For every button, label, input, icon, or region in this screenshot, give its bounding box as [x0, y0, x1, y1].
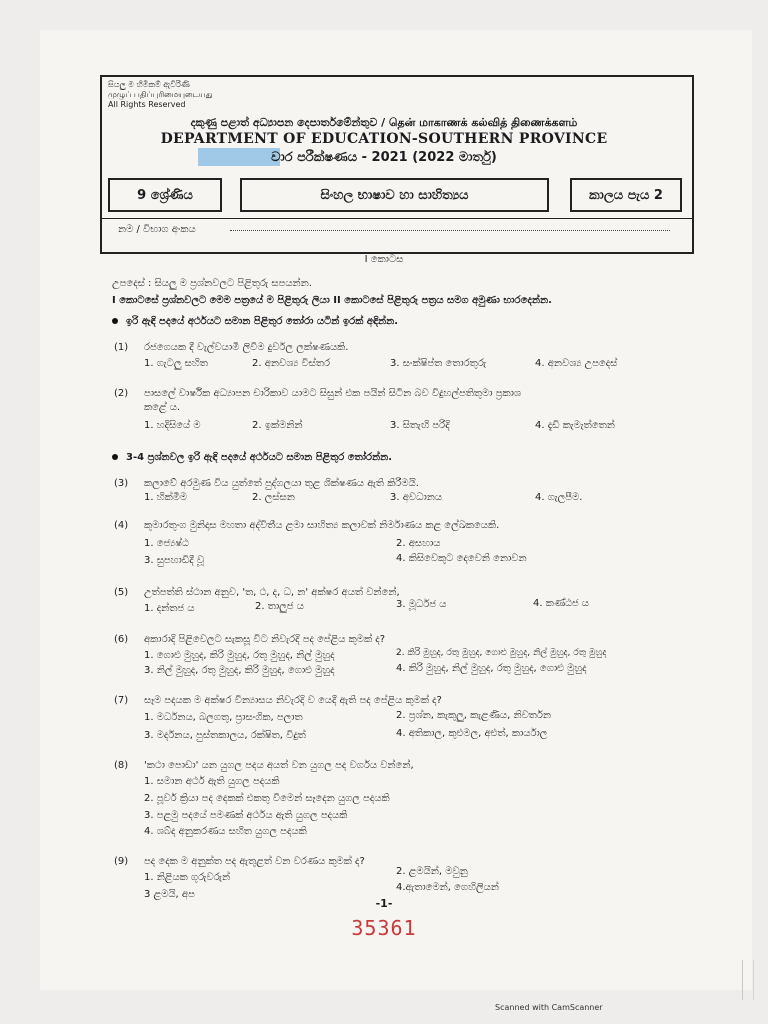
part-title: I කොටස — [364, 254, 404, 265]
q4-option-3: 3. සුපහාඩිදී වූ — [144, 555, 205, 566]
question-text-continued: කළේ ය. — [144, 402, 181, 413]
grade-cell — [108, 178, 222, 212]
question-number: (9) — [114, 856, 129, 867]
name-row-divider — [100, 218, 694, 219]
rights-english: All Rights Reserved — [108, 100, 186, 109]
rights-sinhala: සියලු ම හිමිකම් ඇවිරිණි — [108, 80, 190, 89]
q5-option-4: 4. කණ්ඨජ ය — [533, 598, 589, 609]
bullet-icon — [112, 454, 118, 460]
section-text: ඉරි ඇඳි පදයේ අර්ථයට සමාන පිළිතුර තෝරා යටින් ඉරක් අඳින්න. — [126, 316, 399, 327]
q7-option-1: 1. මර්ධනය, බලගතු, ප්‍රාසංගික, පලාත — [144, 712, 303, 723]
department-english-name: DEPARTMENT OF EDUCATION-SOUTHERN PROVINCE — [160, 131, 608, 147]
question-number: (1) — [114, 342, 129, 353]
page-edge — [742, 960, 754, 1000]
q2-option-4: 4. දැඩි කැමැත්තෙන් — [535, 420, 615, 431]
section-text: 3-4 ප්‍රශ්නවල ඉරි ඇඳි පදයේ අර්ථයට සමාන පිළිතුර තෝරන්න. — [126, 452, 393, 463]
q1-option-2: 2. අනවශ්‍ය විස්තර — [252, 358, 331, 369]
question-text: 'කථා පොඩා' යන යුගල පදය අයත් වන යුගල පද වර්ගය වන්නේ, — [144, 760, 414, 771]
question-text: කුමාරතුංග මුනිදාස මහතා අද්විතීය ළමා සාහිත්‍ය කලාවක් නිර්මාණය කළ ලේඛකයෙකි. — [144, 520, 500, 531]
q6-option-4: 4. කිරි මුහුද, නිල් මුහුද, රතු මුහුද, ගොළු මුහුද — [396, 663, 587, 674]
question-text: අකාරාදි පිළිවෙලට සැකසූ විට නිවැරදි පද පේළිය කුමක් ද? — [144, 634, 386, 645]
bullet-icon — [112, 318, 118, 324]
section-instruction-1 — [112, 316, 398, 327]
exam-term: වාර පරීක්ෂණය - 2021 (2022 මාර්තු) — [271, 150, 497, 165]
q3-option-1: 1. හික්මීම — [144, 492, 188, 503]
time-label: කාලය පැය 2 — [589, 187, 663, 203]
question-number: (7) — [114, 695, 129, 706]
q5-option-1: 1. දන්තජ ය — [144, 603, 195, 614]
q7-option-2: 2. ප්‍රශ්න, කැකුලු, කැළණිය, නිවර්තන — [396, 710, 552, 721]
q4-option-1: 1. ජ්‍යෙෂ්ඨ — [144, 538, 189, 549]
q1-option-1: 1. ගැටලු සහිත — [144, 358, 208, 369]
scanner-watermark: Scanned with CamScanner — [495, 1003, 603, 1012]
question-number: (2) — [114, 388, 129, 399]
grade-label: 9 ශ්‍රේණිය — [137, 187, 193, 203]
q6-option-2: 2. කිරි මුහුද, රතු මුහුද, ගොළු මුහුද, නිල් මුහුද, රතු මුහුද — [396, 648, 607, 658]
q1-option-4: 4. අනවශ්‍ය උපදෙස් — [535, 358, 618, 369]
q8-option-2: 2. පූර්ව ක්‍රියා පද දෙකක් එකතු වීමෙන් සෑදෙන යුගල පදයකි — [144, 793, 390, 804]
q5-option-2: 2. තාලුජ ය — [255, 601, 304, 612]
q2-option-1: 1. හදිසියේ ම — [144, 420, 201, 431]
instruction-line-2: I කොටසේ ප්‍රශ්නවලට මෙම පත්‍රයේ ම පිළිතුරු ලියා II කොටසේ පිළිතුරු පත්‍රය සමග අමුණා භාරදෙන්න. — [112, 295, 552, 306]
q6-option-1: 1. ගොළු මුහුද, කිරි මුහුද, රතු මුහුද, නිල් මුහුද — [144, 650, 335, 661]
subject-cell — [240, 178, 549, 212]
rights-block — [108, 80, 213, 110]
q9-option-2: 2. ළමයින්, මවුනු — [396, 866, 468, 877]
q9-option-4: 4.ඇතාමෙන්, ගෙහිලියන් — [396, 882, 499, 893]
rights-tamil: முழுப் பதிப்புரிமையுடையது — [108, 90, 213, 99]
q8-option-1: 1. සමාන අර්ථ ඇති යුගල පදයකි — [144, 776, 280, 787]
serial-number: 35361 — [351, 916, 417, 940]
q3-option-4: 4. ගැලපීම. — [535, 492, 583, 503]
question-number: (6) — [114, 634, 129, 645]
department-local-name: දකුණු පළාත් අධ්‍යාපන දෙපාර්තමේන්තුව / தென் மாகாணக் கல்வித் திணைக்களம் — [190, 116, 578, 129]
name-fill-line — [230, 230, 670, 231]
q4-option-4: 4. කිසිවෙකුට දෙවෙනි නොවන — [396, 553, 527, 564]
page-number: -1- — [375, 897, 393, 910]
instruction-line-1: උපදෙස් : සියලු ම ප්‍රශ්නවලට පිළිතුරු සපයන්න. — [112, 278, 312, 289]
q9-option-1: 1. නිළියක ගුරුවරුන් — [144, 872, 231, 883]
question-text: රජගෙයක දී වැල්වයාමී ලිවීම දුර්වල ලක්ෂණයකි. — [144, 342, 349, 353]
q4-option-2: 2. අසහාය — [396, 538, 441, 549]
q3-option-2: 2. ලස්සන — [252, 492, 295, 503]
q8-option-4: 4. ශබ්ද අනුකරණය සහිත යුගල පදයකි — [144, 826, 307, 837]
q6-option-3: 3. නිල් මුහුද, රතු මුහුද, කිරි මුහුද, ගොළු මුහුද — [144, 665, 335, 676]
q1-option-3: 3. සංක්ෂිප්ත තොරතුරු — [390, 358, 487, 369]
q2-option-2: 2. ඉක්මනින් — [252, 420, 303, 431]
q7-option-4: 4. අතිකාල, කුළුමල, අළුත්, කාර්යාල — [396, 728, 548, 739]
q5-option-3: 3. මූර්ධජ ය — [396, 599, 447, 610]
question-text: පද දෙක ම අනුක්ත පද ඇතුළත් වන වරණය කුමක් ද? — [144, 856, 365, 867]
question-number: (5) — [114, 587, 129, 598]
question-text: සෑම පදයක ම අක්ෂර වින්‍යාසය නිවැරදි ව යෙදී ඇති පද පේළිය කුමක් ද? — [144, 695, 442, 706]
q9-option-3: 3 ළමයි, අප — [144, 889, 195, 900]
question-text: කලාවේ අරමුණ විය යුත්තේ පුද්ගලයා තුළ ශික්ෂණය ඇති කිරීමයි. — [144, 478, 419, 489]
question-number: (8) — [114, 760, 129, 771]
time-cell — [570, 178, 682, 212]
q2-option-3: 3. සිතැඟි පරිදි — [390, 420, 450, 431]
subject-label: සිංහල භාෂාව හා සාහිත්‍යය — [320, 187, 469, 203]
q3-option-3: 3. අවධානය — [390, 492, 443, 503]
question-number: (3) — [114, 478, 129, 489]
q7-option-3: 3. මර්දනය, පුස්තකාලය, රක්ෂිත, විදුත් — [144, 730, 306, 741]
question-text: උත්පත්ති ස්ථාන අනුව, 'ත, ථ, ද, ධ, න' අක්ෂර අයත් වන්නේ, — [144, 587, 400, 598]
q8-option-3: 3. පළමු පදයේ පමණක් අර්ථය ඇති යුගල පදයකි — [144, 810, 348, 821]
question-number: (4) — [114, 520, 129, 531]
question-text: පාසලේ වාර්ෂික අධ්‍යාපන චාරිකාව යාමට සිසුන් එක පයින් සිටින බව විදුහල්පතිතුමා ප්‍රකාශ — [144, 388, 522, 399]
name-label: නම / විභාග අංකය — [118, 224, 196, 235]
section-instruction-2 — [112, 452, 392, 463]
